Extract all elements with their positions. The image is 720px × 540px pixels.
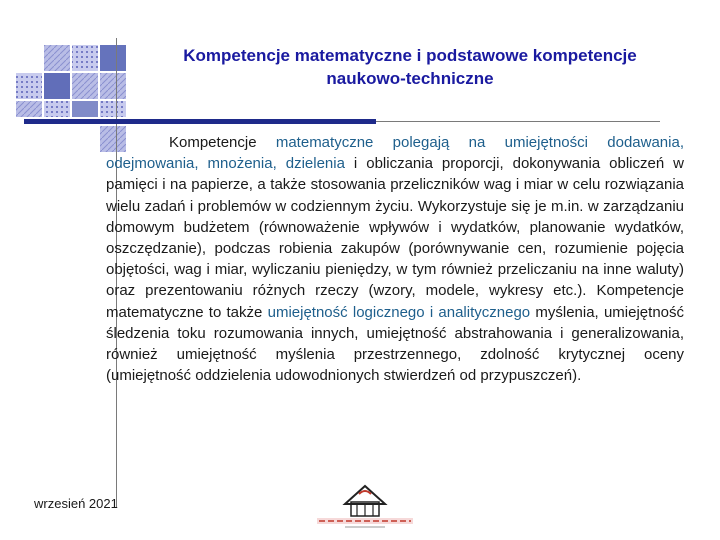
footer-date: wrzesień 2021 xyxy=(34,496,118,511)
page-title xyxy=(140,44,680,90)
title-underline-bar xyxy=(24,119,376,124)
institution-logo-icon xyxy=(315,478,415,530)
body-seg-4-highlight: umiejętność logicznego i analitycznego xyxy=(267,303,531,321)
body-seg-5: myślenia, umiejętność śledzenia toku rozumowania innych, umiejętność abstrahowania i generalizowania, również umiejętność myślenia przestrzennego, zdolność krytycznej oceny (umiejętność oddzielenia udowodnionych stwierdzeń od przypuszczeń). xyxy=(106,303,685,385)
body-seg-3: i obliczania proporcji, dokonywania obliczeń w pamięci i na papierze, a także stosowania przeliczników wag i miar w celu rozwiązania wielu zadań i problemów w codziennym życiu. Wykorzystuje się je m.in. w zarządzaniu domowym budżetem (równoważenie wpływów i wydatków, planowanie wydatków, oszczędzanie), podczas robienia zakupów (porównywanie cen, rozumienie pojęcia objętości, wag i miar, wyliczaniu pieniędzy, w tym również przeliczaniu na inne waluty) oraz prezentowaniu różnych rzeczy (wzory, modele, wykresy etc.). Kompetencje matematyczne to także xyxy=(106,155,684,321)
title-line-1: Kompetencje matematyczne i podstawowe kompetencje xyxy=(183,46,637,65)
body-paragraph xyxy=(106,132,684,386)
body-seg-2-highlight: matematyczne polegają na umiejętności dodawania, odejmowania, mnożenia, dzielenia xyxy=(106,134,684,173)
title-line-2: naukowo-techniczne xyxy=(326,69,494,88)
body-seg-1: Kompetencje xyxy=(169,134,276,151)
